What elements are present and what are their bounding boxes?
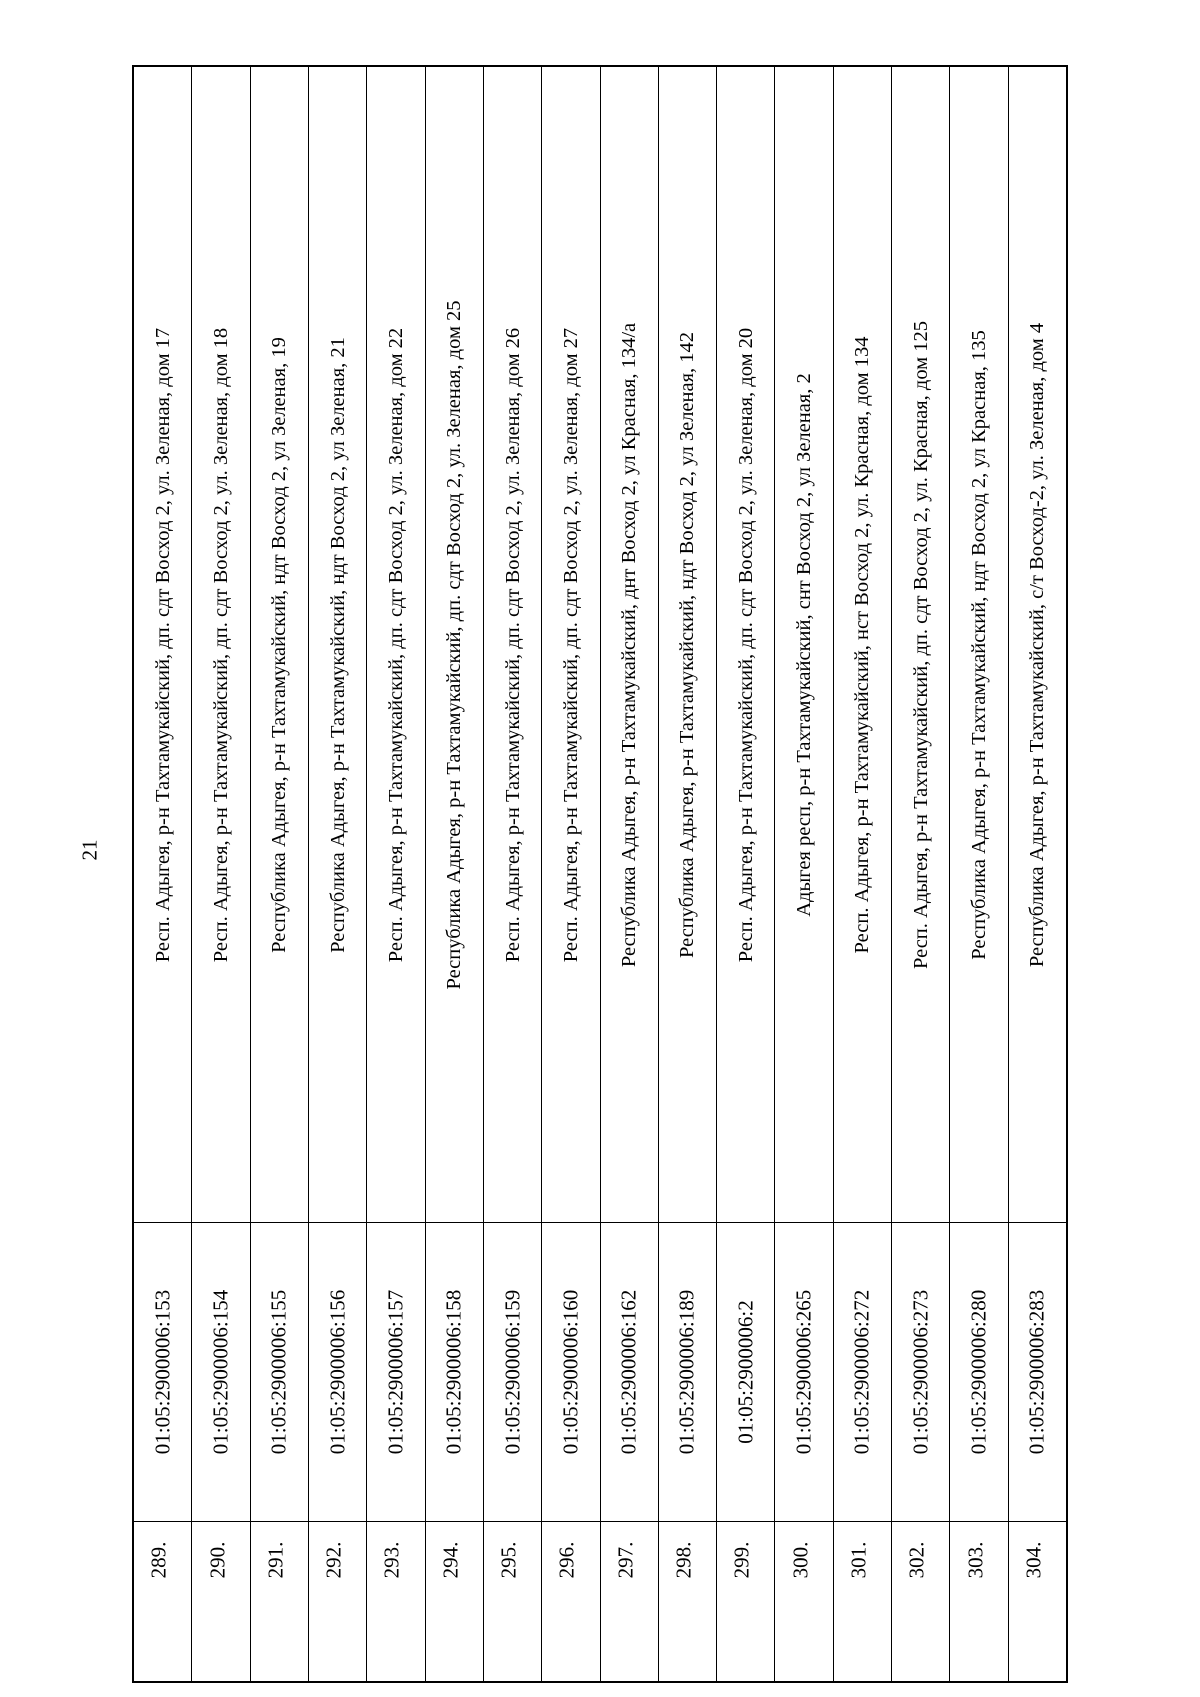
cadastral-number-text: 01:05:2900006:156 <box>325 1289 350 1455</box>
address-text: Республика Адыгея, р-н Тахтамукайский, дп. сдт Восход 2, ул. Зеленая, дом 25 <box>442 299 465 990</box>
row-number-cell <box>601 1522 658 1681</box>
address-cell <box>367 67 424 1222</box>
address-cell <box>192 67 249 1222</box>
row-number-cell <box>542 1522 599 1681</box>
row-number-text: 289. <box>146 1541 171 1579</box>
row-number-cell <box>1009 1522 1066 1681</box>
row-number-text: 295. <box>496 1541 521 1579</box>
row-number-text: 293. <box>379 1541 404 1579</box>
cadastral-number-text: 01:05:2900006:158 <box>441 1289 466 1455</box>
address-cell <box>601 67 658 1222</box>
land-plots-table <box>132 65 1068 1683</box>
cadastral-number-text: 01:05:2900006:153 <box>150 1289 175 1455</box>
cadastral-number-text: 01:05:2900006:280 <box>966 1289 991 1455</box>
address-text: Респ. Адыгея, р-н Тахтамукайский, дп. сдт Восход 2, ул. Зеленая, дом 27 <box>559 327 582 962</box>
address-cell <box>309 67 366 1222</box>
cadastral-number-text: 01:05:2900006:154 <box>208 1289 233 1455</box>
cadastral-number-cell <box>192 1222 249 1522</box>
table-row <box>367 67 425 1681</box>
cadastral-number-text: 01:05:2900006:159 <box>500 1289 525 1455</box>
cadastral-number-cell <box>542 1222 599 1522</box>
cadastral-number-text: 01:05:2900006:265 <box>791 1289 816 1455</box>
address-text: Респ. Адыгея, р-н Тахтамукайский, дп. сдт Восход 2, ул. Зеленая, дом 17 <box>151 327 174 962</box>
table-row <box>426 67 484 1681</box>
cadastral-number-cell <box>134 1222 191 1522</box>
row-number-cell <box>950 1522 1007 1681</box>
address-cell <box>659 67 716 1222</box>
table-row <box>775 67 833 1681</box>
address-text: Республика Адыгея, р-н Тахтамукайский, ндт Восход 2, ул Зеленая, 142 <box>676 331 699 958</box>
cadastral-number-text: 01:05:2900006:273 <box>908 1289 933 1455</box>
address-text: Респ. Адыгея, р-н Тахтамукайский, дп. сдт Восход 2, ул. Зеленая, дом 18 <box>209 327 232 962</box>
address-text: Респ. Адыгея, р-н Тахтамукайский, дп. сдт Восход 2, ул. Красная, дом 125 <box>909 320 932 969</box>
cadastral-number-cell <box>717 1222 774 1522</box>
address-cell <box>892 67 949 1222</box>
address-text: Республика Адыгея, р-н Тахтамукайский, ндт Восход 2, ул Красная, 135 <box>967 329 990 960</box>
row-number-cell <box>892 1522 949 1681</box>
cadastral-number-text: 01:05:2900006:283 <box>1024 1289 1049 1455</box>
cadastral-number-cell <box>426 1222 483 1522</box>
table-row <box>659 67 717 1681</box>
table-row <box>717 67 775 1681</box>
address-cell <box>542 67 599 1222</box>
page-number: 21 <box>77 839 102 861</box>
address-text: Республика Адыгея, р-н Тахтамукайский, днт Восход 2, ул Красная, 134/а <box>617 322 640 967</box>
cadastral-number-cell <box>659 1222 716 1522</box>
row-number-text: 290. <box>205 1541 230 1579</box>
address-cell <box>134 67 191 1222</box>
row-number-text: 301. <box>846 1541 871 1579</box>
address-text: Респ. Адыгея, р-н Тахтамукайский, дп. сдт Восход 2, ул. Зеленая, дом 20 <box>734 327 757 962</box>
table-row <box>601 67 659 1681</box>
table-row <box>950 67 1008 1681</box>
row-number-cell <box>367 1522 424 1681</box>
table-row <box>834 67 892 1681</box>
cadastral-number-cell <box>251 1222 308 1522</box>
cadastral-number-text: 01:05:2900006:272 <box>849 1289 874 1455</box>
address-cell <box>950 67 1007 1222</box>
cadastral-number-text: 01:05:2900006:155 <box>266 1289 291 1455</box>
cadastral-number-cell <box>775 1222 832 1522</box>
cadastral-number-cell <box>367 1222 424 1522</box>
address-cell <box>717 67 774 1222</box>
row-number-text: 302. <box>904 1541 929 1579</box>
row-number-text: 296. <box>554 1541 579 1579</box>
cadastral-number-cell <box>1009 1222 1066 1522</box>
cadastral-number-cell <box>601 1222 658 1522</box>
address-cell <box>484 67 541 1222</box>
cadastral-number-text: 01:05:2900006:157 <box>383 1289 408 1455</box>
row-number-text: 304. <box>1021 1541 1046 1579</box>
cadastral-number-cell <box>950 1222 1007 1522</box>
cadastral-number-text: 01:05:2900006:2 <box>733 1300 758 1444</box>
cadastral-number-text: 01:05:2900006:160 <box>558 1289 583 1455</box>
address-text: Республика Адыгея, р-н Тахтамукайский, ндт Восход 2, ул Зеленая, 21 <box>326 336 349 953</box>
address-text: Республика Адыгея, р-н Тахтамукайский, с/т Восход-2, ул. Зеленая, дом 4 <box>1026 322 1049 967</box>
address-cell <box>426 67 483 1222</box>
address-text: Респ. Адыгея, р-н Тахтамукайский, дп. сдт Восход 2, ул. Зеленая, дом 22 <box>384 327 407 962</box>
cadastral-number-text: 01:05:2900006:162 <box>616 1289 641 1455</box>
address-text: Респ. Адыгея, р-н Тахтамукайский, дп. сдт Восход 2, ул. Зеленая, дом 26 <box>501 327 524 962</box>
table-row <box>892 67 950 1681</box>
row-number-text: 291. <box>263 1541 288 1579</box>
row-number-text: 298. <box>671 1541 696 1579</box>
address-cell <box>1009 67 1066 1222</box>
row-number-text: 292. <box>321 1541 346 1579</box>
row-number-cell <box>717 1522 774 1681</box>
address-cell <box>775 67 832 1222</box>
cadastral-number-text: 01:05:2900006:189 <box>674 1289 699 1455</box>
row-number-cell <box>659 1522 716 1681</box>
address-cell <box>834 67 891 1222</box>
table-row <box>1009 67 1066 1681</box>
row-number-cell <box>192 1522 249 1681</box>
row-number-cell <box>775 1522 832 1681</box>
cadastral-number-cell <box>834 1222 891 1522</box>
row-number-text: 294. <box>438 1541 463 1579</box>
cadastral-number-cell <box>484 1222 541 1522</box>
table-row <box>134 67 192 1681</box>
address-text: Респ. Адыгея, р-н Тахтамукайский, нст Восход 2, ул. Красная, дом 134 <box>851 336 874 953</box>
row-number-cell <box>134 1522 191 1681</box>
row-number-text: 297. <box>613 1541 638 1579</box>
row-number-text: 299. <box>729 1541 754 1579</box>
table-row <box>484 67 542 1681</box>
table-row <box>309 67 367 1681</box>
row-number-cell <box>426 1522 483 1681</box>
table-row <box>192 67 250 1681</box>
table-row <box>542 67 600 1681</box>
row-number-cell <box>309 1522 366 1681</box>
cadastral-number-cell <box>892 1222 949 1522</box>
address-text: Республика Адыгея, р-н Тахтамукайский, ндт Восход 2, ул Зеленая, 19 <box>268 336 291 953</box>
address-cell <box>251 67 308 1222</box>
row-number-text: 303. <box>963 1541 988 1579</box>
table-row <box>251 67 309 1681</box>
row-number-cell <box>251 1522 308 1681</box>
address-text: Адыгея респ, р-н Тахтамукайский, снт Восход 2, ул Зеленая, 2 <box>792 372 815 917</box>
row-number-cell <box>834 1522 891 1681</box>
cadastral-number-cell <box>309 1222 366 1522</box>
row-number-text: 300. <box>788 1541 813 1579</box>
row-number-cell <box>484 1522 541 1681</box>
